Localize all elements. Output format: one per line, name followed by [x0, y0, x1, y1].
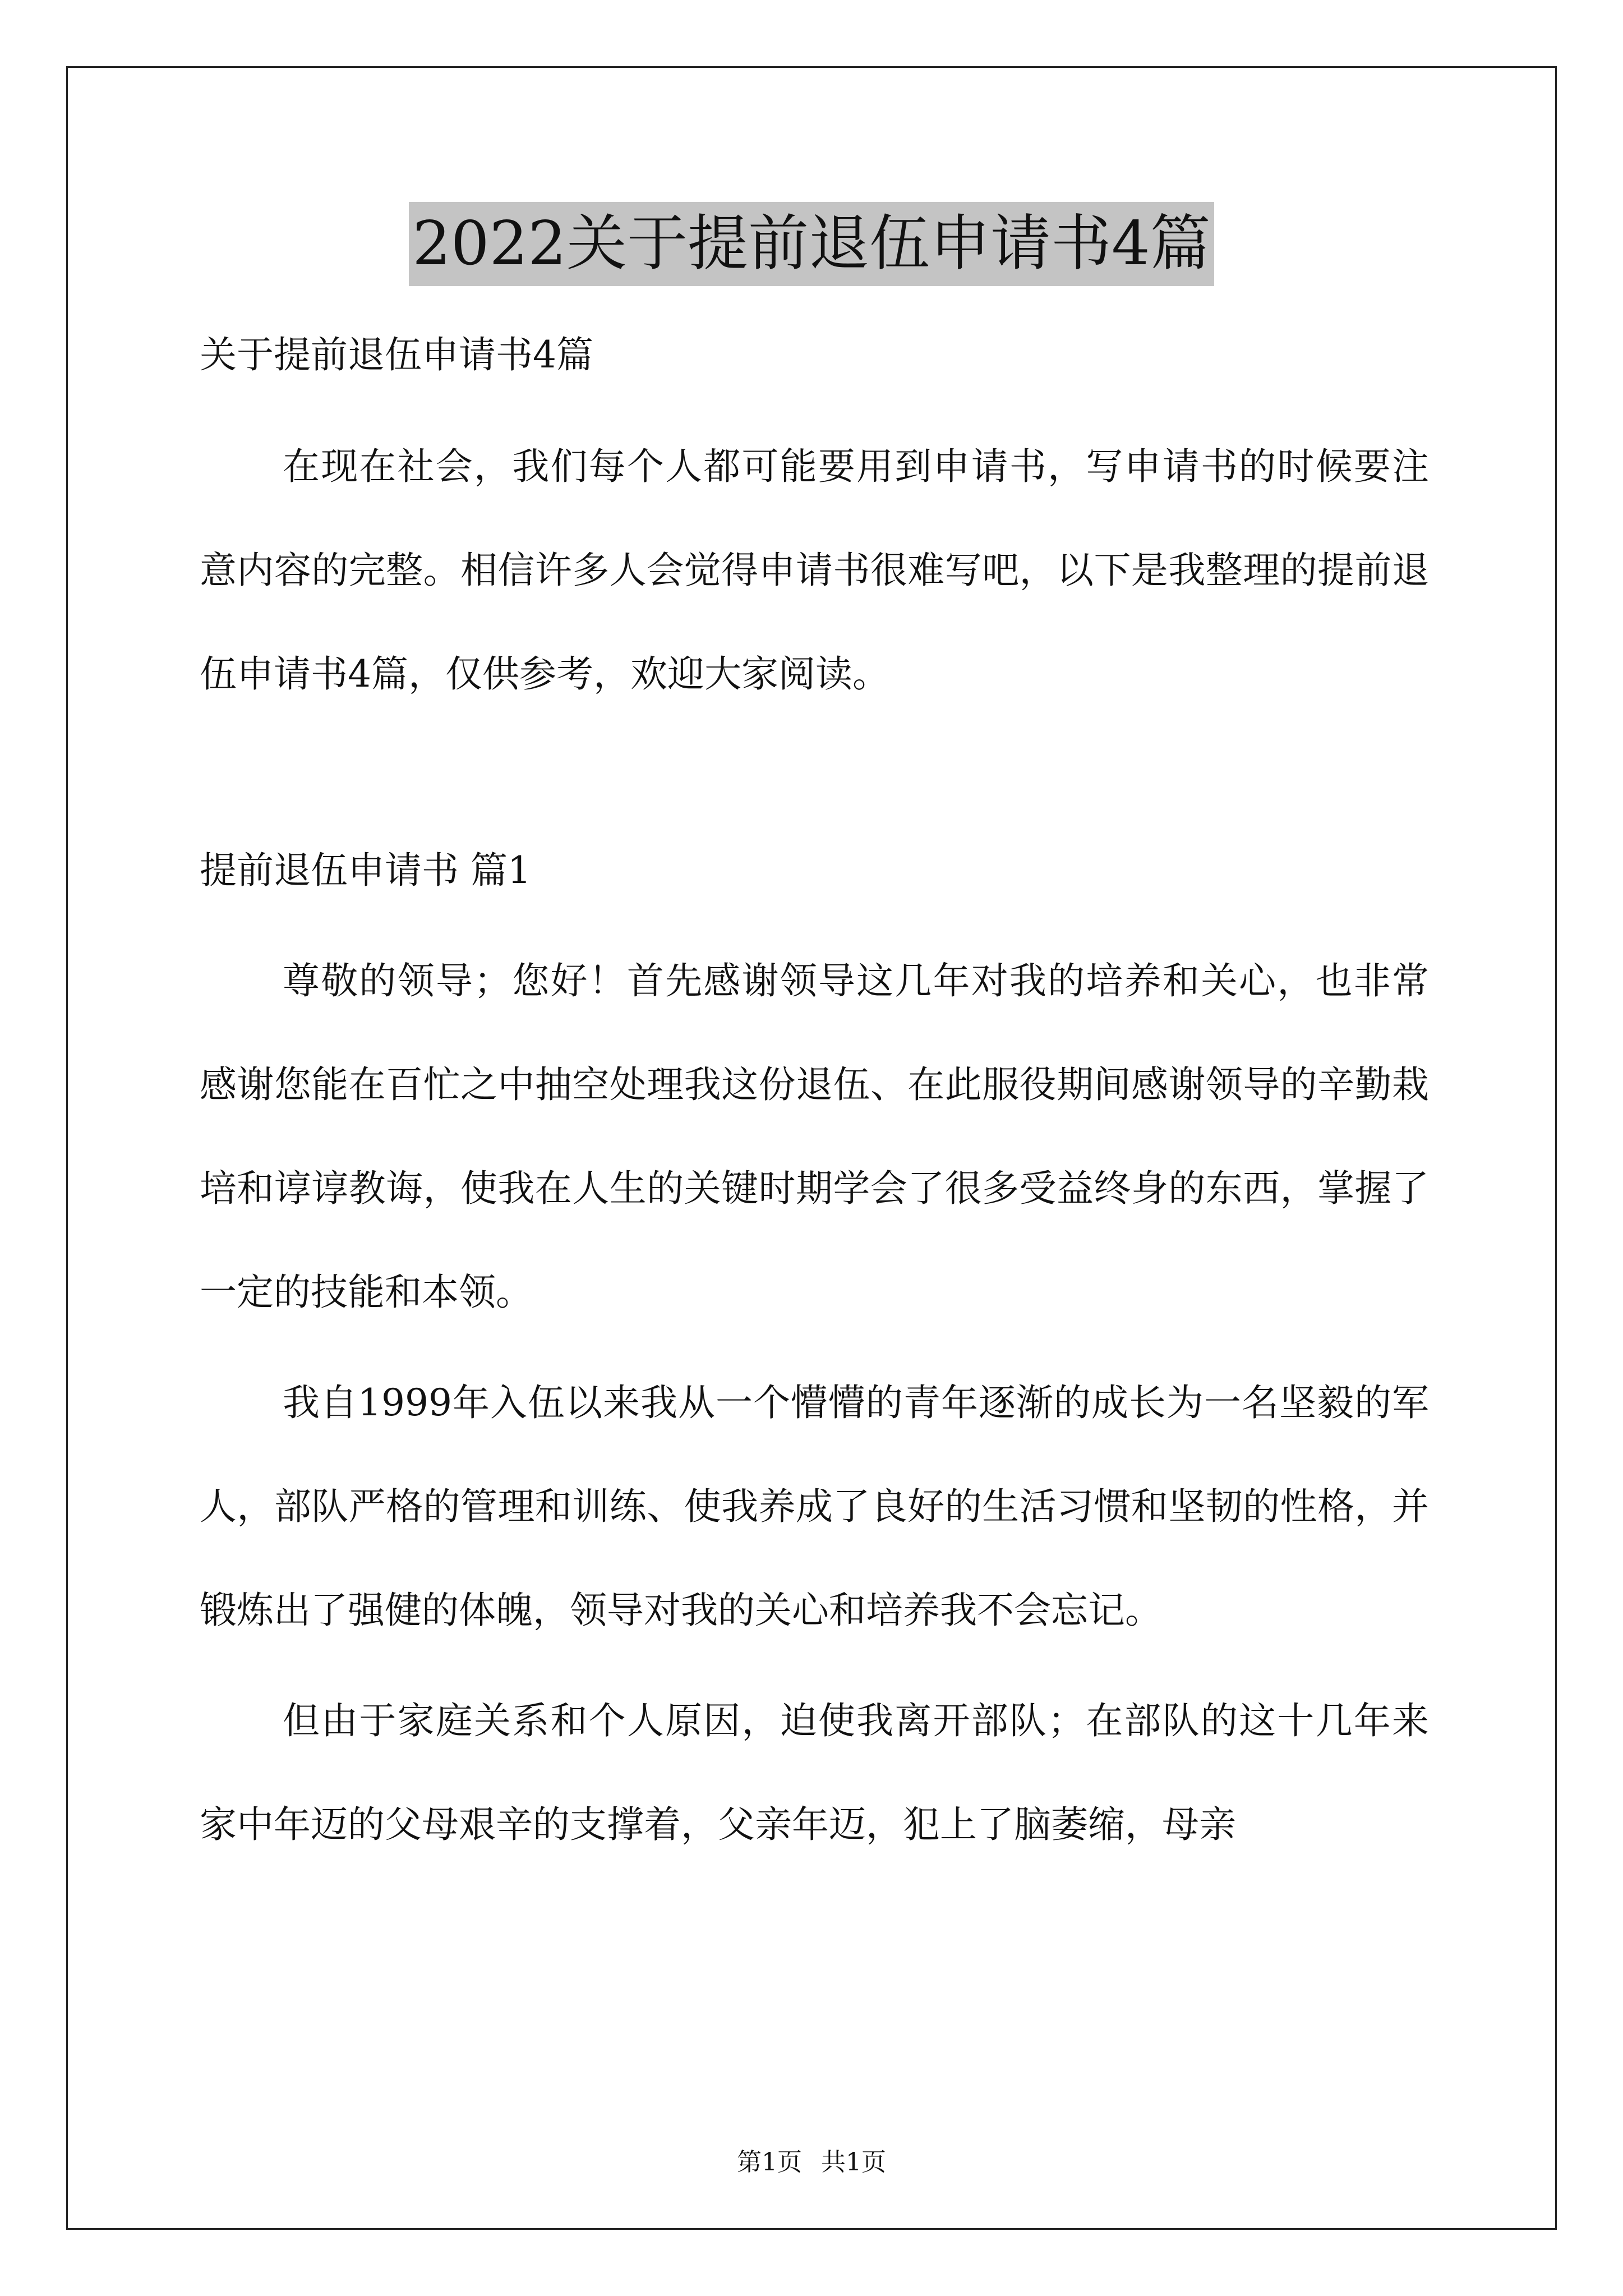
page-number-current: 第1页	[737, 2148, 802, 2177]
document-subtitle: 关于提前退伍申请书4篇	[200, 333, 593, 376]
body-paragraph: 尊敬的领导；您好！首先感谢领导这几年对我的培养和关心，也非常感谢您能在百忙之中抽空处理我这份退伍、在此服役期间感谢领导的辛勤栽培和谆谆教诲，使我在人生的关键时期学会了很多受益终身的东西，掌握了一定的技能和本领。	[200, 959, 1429, 1314]
page-number-total: 共1页	[821, 2148, 886, 2177]
body-paragraph: 但由于家庭关系和个人原因，迫使我离开部队；在部队的这十几年来家中年迈的父母艰辛的支撑着，父亲年迈，犯上了脑萎缩，母亲	[200, 1699, 1429, 1846]
page-footer	[0, 2146, 1623, 2179]
section-heading: 提前退伍申请书 篇1	[200, 849, 531, 892]
intro-paragraph: 在现在社会，我们每个人都可能要用到申请书，写申请书的时候要注意内容的完整。相信许多人会觉得申请书很难写吧，以下是我整理的提前退伍申请书4篇，仅供参考，欢迎大家阅读。	[200, 445, 1429, 696]
document-body	[200, 303, 1429, 1876]
body-paragraph: 我自1999年入伍以来我从一个懵懵的青年逐渐的成长为一名坚毅的军人，部队严格的管理和训练、使我养成了良好的生活习惯和坚韧的性格，并锻炼出了强健的体魄，领导对我的关心和培养我不会忘记。	[200, 1381, 1429, 1632]
document-title: 2022关于提前退伍申请书4篇	[409, 202, 1214, 286]
title-container	[0, 202, 1623, 286]
